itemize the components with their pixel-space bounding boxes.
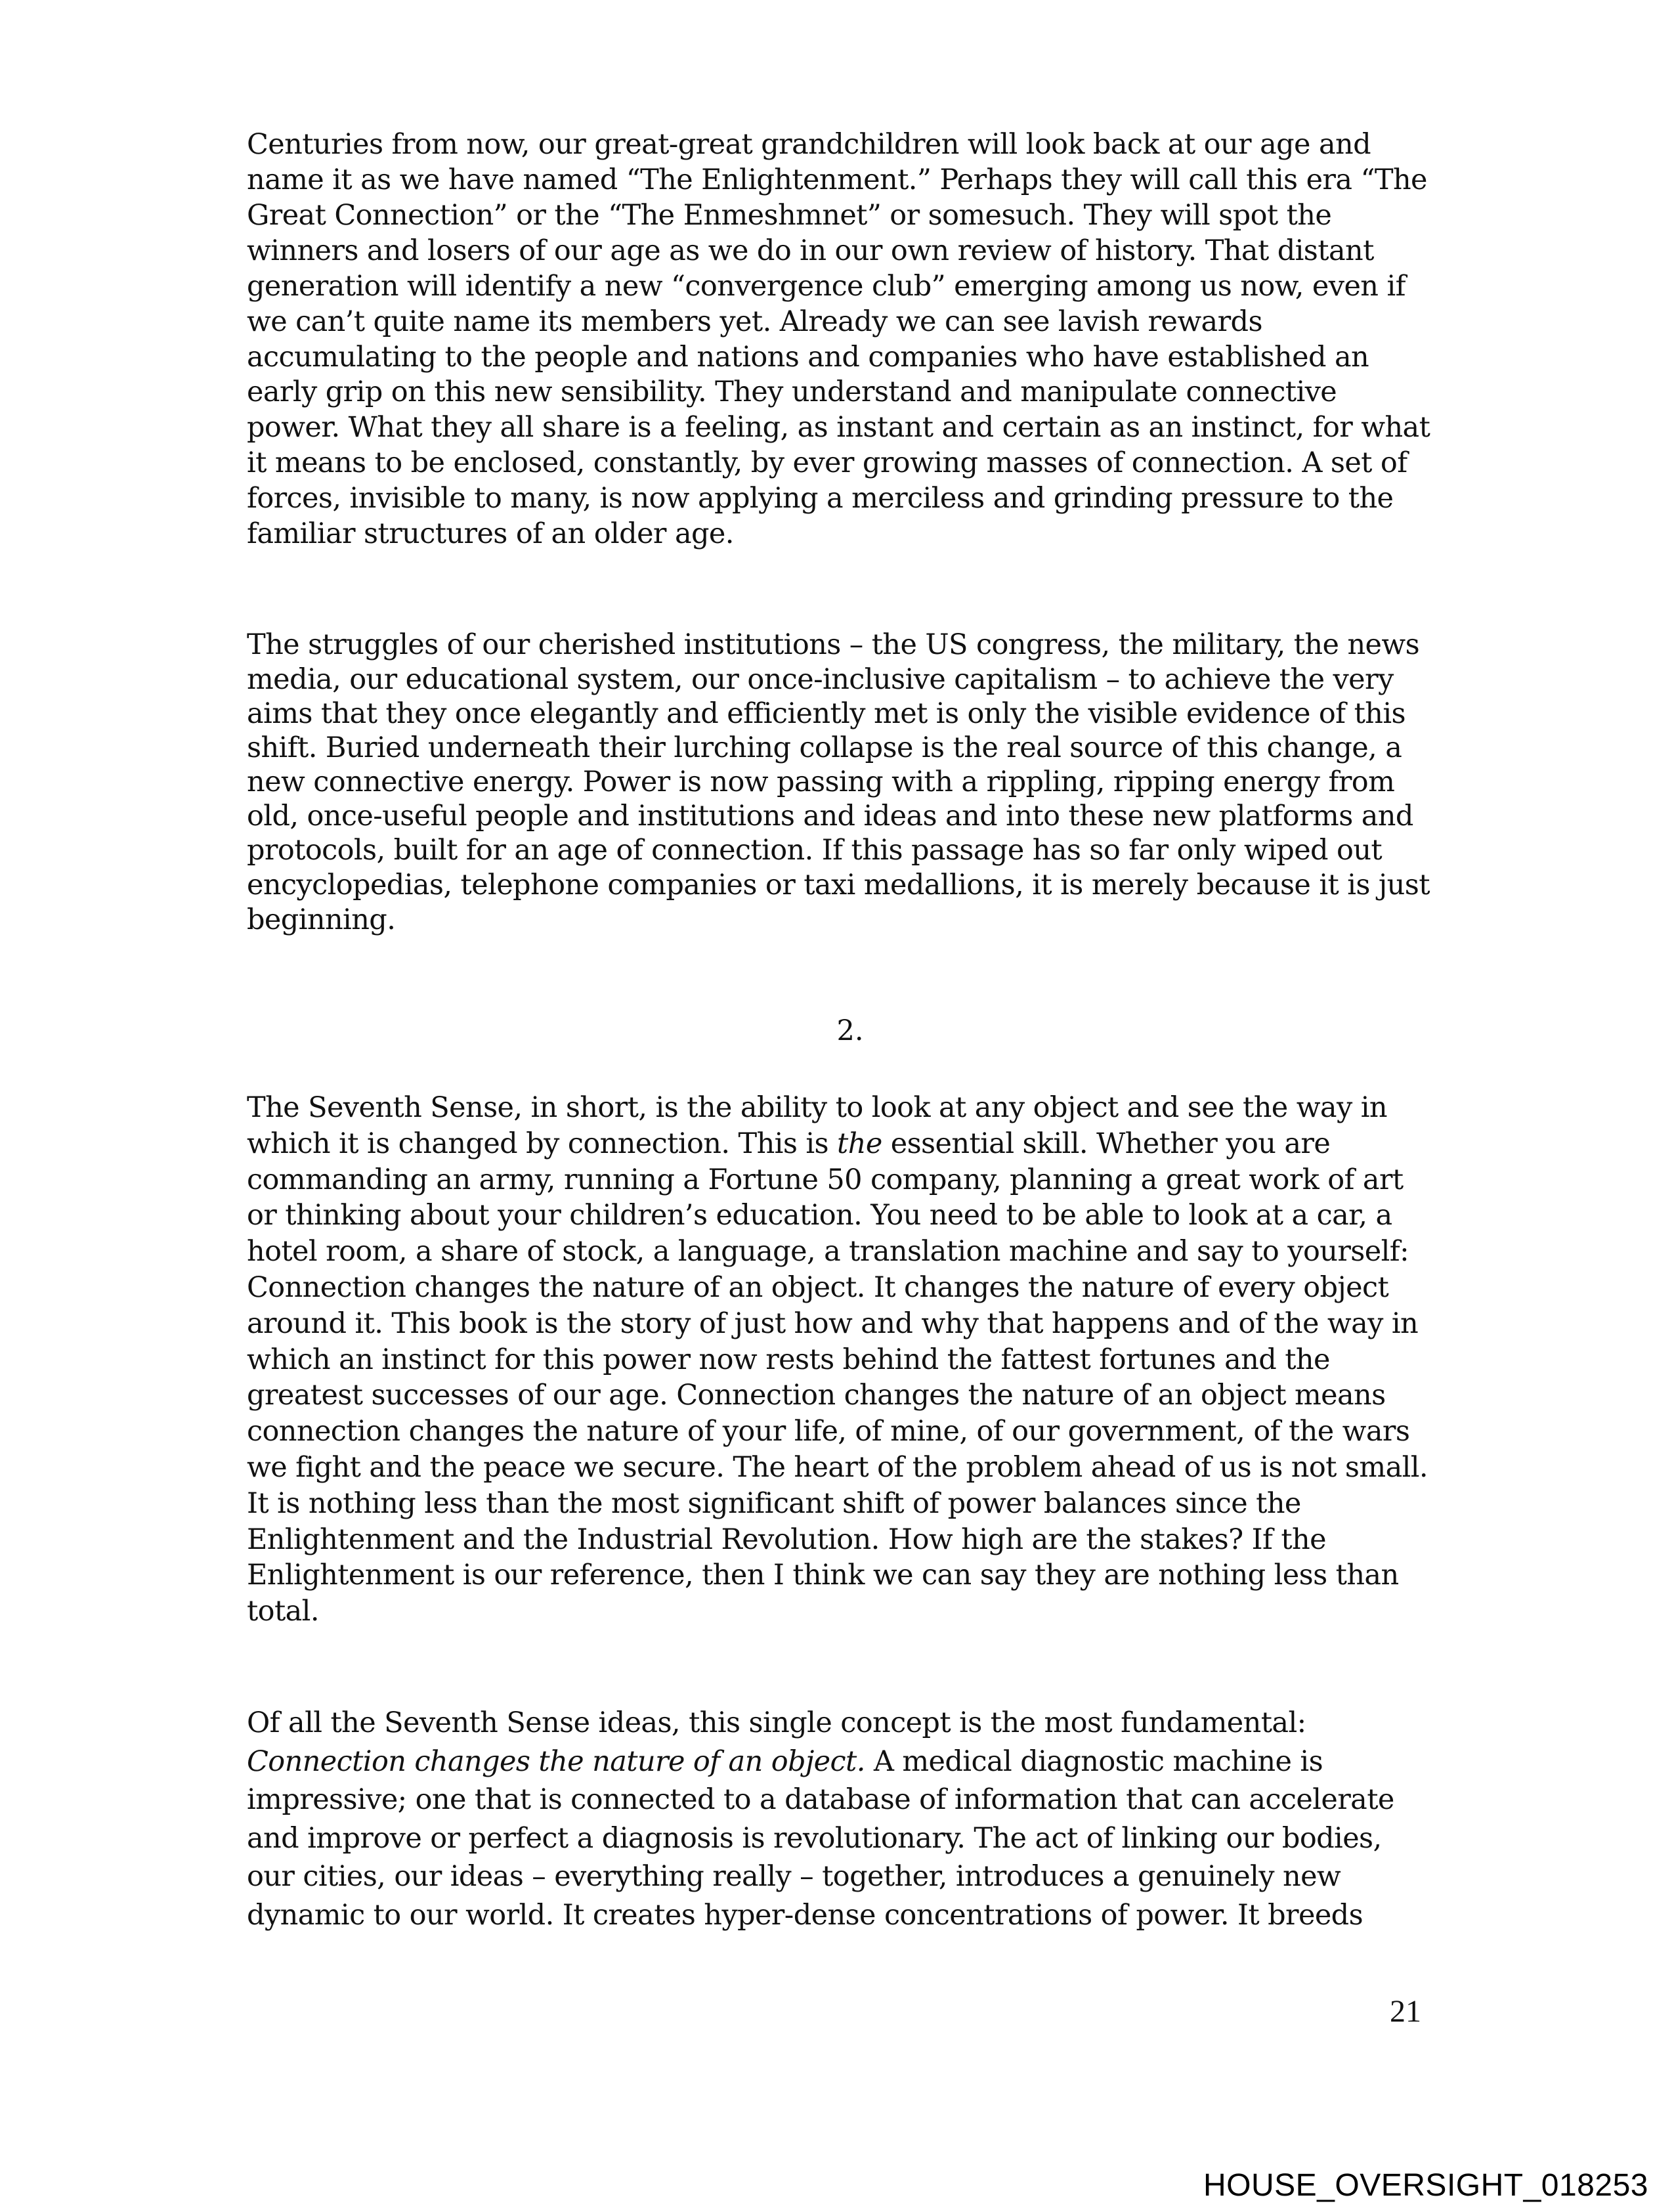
text-line: new connective energy. Power is now passing with a rippling, ripping energy from (247, 766, 1395, 798)
text-line: Enlightenment is our reference, then I think we can say they are nothing less than (247, 1559, 1399, 1592)
text-line: winners and losers of our age as we do in our own review of history. That distant (247, 234, 1374, 267)
page-number: 21 (1390, 1994, 1421, 2029)
text-line: Great Connection” or the “The Enmeshmnet” or somesuch. They will spot the (247, 199, 1332, 232)
text-line: it means to be enclosed, constantly, by ever growing masses of connection. A set of (247, 446, 1407, 479)
text-line (247, 1127, 1331, 1160)
text-line: commanding an army, running a Fortune 50 company, planning a great work of art (247, 1163, 1404, 1196)
text-line: or thinking about your children’s education. You need to be able to look at a car, a (247, 1199, 1392, 1232)
text-line: The struggles of our cherished institutions – the US congress, the military, the news (247, 628, 1420, 661)
text-line: we can’t quite name its members yet. Already we can see lavish rewards (247, 305, 1262, 338)
text-line: and improve or perfect a diagnosis is revolutionary. The act of linking our bodies, (247, 1822, 1382, 1855)
text-line: impressive; one that is connected to a database of information that can accelerate (247, 1783, 1394, 1816)
text-line: hotel room, a share of stock, a language, a translation machine and say to yourself: (247, 1235, 1409, 1268)
text-line (247, 1745, 1323, 1778)
text-line: protocols, built for an age of connection. If this passage has so far only wiped out (247, 834, 1383, 867)
text-line: media, our educational system, our once-inclusive capitalism – to achieve the very (247, 663, 1394, 696)
text-line: shift. Buried underneath their lurching collapse is the real source of this change, a (247, 731, 1402, 764)
text-line: old, once-useful people and institutions and ideas and into these new platforms and (247, 800, 1413, 833)
emphasis-text: the (837, 1127, 882, 1160)
text-line: The Seventh Sense, in short, is the ability to look at any object and see the way in (247, 1091, 1387, 1124)
text-line: around it. This book is the story of just how and why that happens and of the way in (247, 1307, 1419, 1340)
text-line: early grip on this new sensibility. They understand and manipulate connective (247, 376, 1337, 408)
text-line: Centuries from now, our great-great grandchildren will look back at our age and (247, 128, 1371, 161)
text-line: encyclopedias, telephone companies or taxi medallions, it is merely because it is just (247, 869, 1430, 901)
text-run: essential skill. Whether you are (882, 1127, 1331, 1160)
emphasis-text: Connection changes the nature of an object. (247, 1745, 865, 1778)
text-run: A medical diagnostic machine is (865, 1745, 1323, 1778)
text-line: forces, invisible to many, is now applying a merciless and grinding pressure to the (247, 482, 1394, 515)
text-line: familiar structures of an older age. (247, 517, 734, 550)
text-line: dynamic to our world. It creates hyper-dense concentrations of power. It breeds (247, 1899, 1363, 1932)
text-line: Connection changes the nature of an object. It changes the nature of every object (247, 1271, 1389, 1304)
text-line: our cities, our ideas – everything really – together, introduces a genuinely new (247, 1860, 1341, 1893)
bates-number: HOUSE_OVERSIGHT_018253 (1203, 2168, 1648, 2203)
text-line: generation will identify a new “convergence club” emerging among us now, even if (247, 270, 1406, 303)
text-line: It is nothing less than the most significant shift of power balances since the (247, 1487, 1301, 1520)
text-line: connection changes the nature of your life, of mine, of our government, of the wars (247, 1415, 1410, 1448)
text-run: which it is changed by connection. This is (247, 1127, 838, 1160)
text-line: name it as we have named “The Enlightenment.” Perhaps they will call this era “The (247, 163, 1427, 196)
section-number: 2. (836, 1014, 864, 1047)
text-line: greatest successes of our age. Connection changes the nature of an object means (247, 1379, 1386, 1412)
text-line: Enlightenment and the Industrial Revolution. How high are the stakes? If the (247, 1523, 1326, 1556)
text-line: aims that they once elegantly and efficiently met is only the visible evidence of this (247, 697, 1406, 730)
text-line: total. (247, 1595, 319, 1628)
text-line: power. What they all share is a feeling, as instant and certain as an instinct, for what (247, 411, 1430, 444)
text-line: we fight and the peace we secure. The heart of the problem ahead of us is not small. (247, 1451, 1428, 1484)
text-line: which an instinct for this power now rests behind the fattest fortunes and the (247, 1343, 1330, 1376)
text-line: beginning. (247, 903, 396, 936)
text-line: accumulating to the people and nations and companies who have established an (247, 341, 1369, 374)
text-line: Of all the Seventh Sense ideas, this single concept is the most fundamental: (247, 1706, 1306, 1739)
